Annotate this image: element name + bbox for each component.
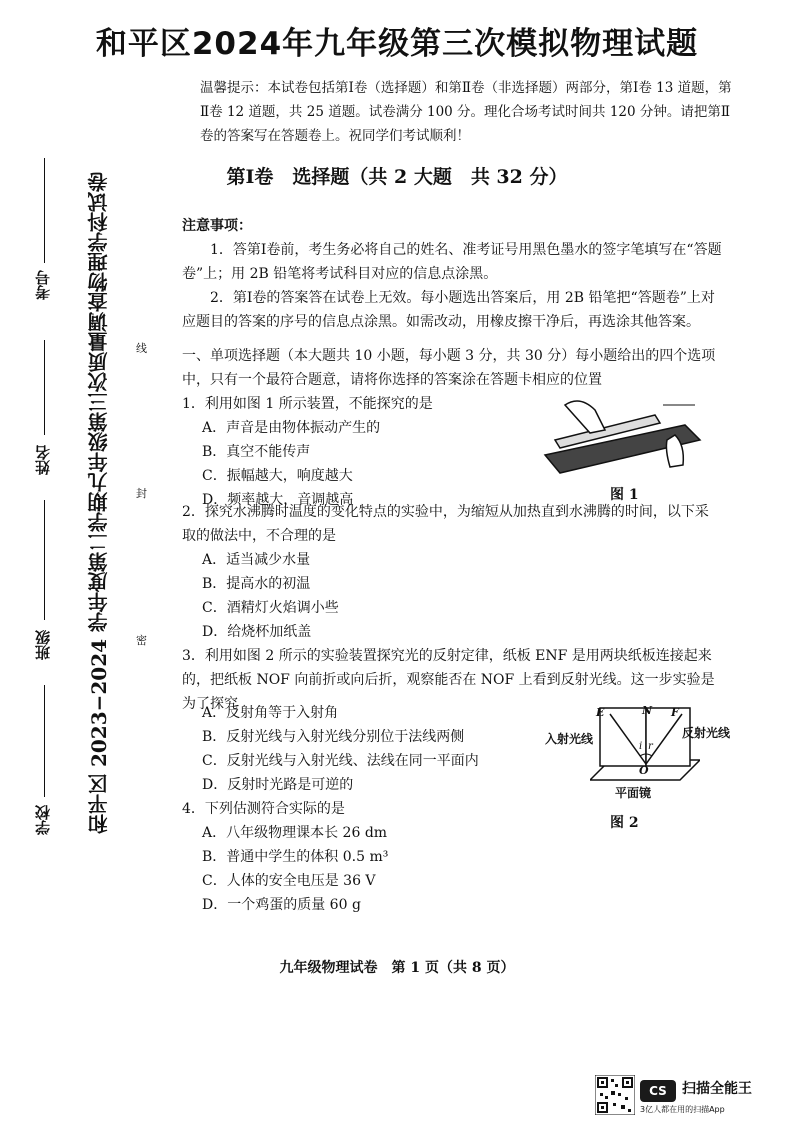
figure-1-label: 图 1	[610, 487, 639, 503]
exam-notice: 温馨提示：本试卷包括第Ⅰ卷（选择题）和第Ⅱ卷（非选择题）两部分，第Ⅰ卷 13 道题，第Ⅱ卷 12 道题，共 25 道题。试卷满分 100 分。理化合场考试时间共 120 分钟。请把第Ⅱ卷的答案写在答题卷上。祝同学们考试顺利！	[200, 80, 732, 144]
figure-2-label: 图 2	[610, 815, 639, 831]
sidebar-exam-no-line	[44, 158, 45, 263]
question-2-option-b: B．提高水的初温	[202, 576, 311, 592]
figure-1-ruler-on-table	[535, 385, 705, 485]
seal-mark-3: 密	[136, 634, 147, 647]
sidebar-school-line	[44, 685, 45, 797]
figure-2-reflected-label: 反射光线	[682, 726, 731, 740]
part1-heading: 一、单项选择题（本大题共 10 小题，每小题 3 分，共 30 分）每小题给出的四个选项中，只有一个最符合题意，请将你选择的答案涂在答题卡相应的位置	[182, 348, 716, 388]
sidebar-name-label: 姓名	[34, 445, 52, 475]
seal-mark-2: 封	[136, 487, 147, 500]
question-3-stem: 3．利用如图 2 所示的实验装置探究光的反射定律，纸板 ENF 是用两块纸板连接起来的，把纸板 NOF 向前折或向后折，观察能否在 NOF 上看到反射光线。这一步实验是为了探究	[182, 648, 715, 712]
sidebar-exam-no-label: 考号	[34, 270, 52, 300]
question-2-option-a: A．适当减少水量	[202, 552, 311, 568]
question-2-option-d: D．给烧杯加纸盖	[202, 624, 312, 640]
question-3-option-c: C．反射光线与入射光线、法线在同一平面内	[202, 753, 479, 769]
question-1-option-c: C．振幅越大，响度越大	[202, 468, 353, 484]
sidebar-class-line	[44, 500, 45, 620]
attention-item-2: 2．第Ⅰ卷的答案答在试卷上无效。每小题选出答案后，用 2B 铅笔把“答题卷”上对应题目的答案的序号的信息点涂黑。如需改动，用橡皮擦干净后，再选涂其他答案。	[182, 290, 715, 330]
figure-2-incident-label: 入射光线	[545, 732, 594, 746]
attention-heading: 注意事项：	[182, 218, 252, 234]
figure-2-point-n: N	[642, 704, 653, 717]
sidebar-name-line	[44, 340, 45, 435]
scanner-app-name: 扫描全能王	[682, 1081, 752, 1097]
question-1-option-b: B．真空不能传声	[202, 444, 311, 460]
question-4-option-a: A．八年级物理课本长 26 dm	[202, 825, 388, 841]
figure-2-mirror-label: 平面镜	[615, 786, 652, 800]
figure-2-point-o: O	[639, 764, 649, 777]
figure-2-point-e: E	[596, 706, 605, 719]
question-1-stem: 1．利用如图 1 所示装置，不能探究的是	[182, 396, 433, 412]
question-3-option-d: D．反射时光路是可逆的	[202, 777, 354, 793]
question-4-option-c: C．人体的安全电压是 36 V	[202, 873, 376, 889]
question-4-option-d: D．一个鸡蛋的质量 60 g	[202, 897, 361, 913]
page-footer: 九年级物理试卷 第 1 页（共 8 页）	[279, 960, 515, 976]
question-1-option-a: A．声音是由物体振动产生的	[202, 420, 381, 436]
attention-item-1: 1．答第Ⅰ卷前，考生务必将自己的姓名、准考证号用黑色墨水的签字笔填写在“答题卷”上；用 2B 铅笔将考试科目对应的信息点涂黑。	[182, 242, 722, 282]
figure-2-point-f: F	[671, 706, 679, 719]
qr-code-icon	[595, 1075, 635, 1115]
sidebar-paper-title: 和平区 2023−2024 学年度第二学期九年级第三次质量调查物理学科试卷	[87, 171, 111, 834]
question-2-stem: 2．探究水沸腾时温度的变化特点的实验中，为缩短从加热直到水沸腾的时间，以下采取的做法中，不合理的是	[182, 504, 709, 544]
question-3-option-b: B．反射光线与入射光线分别位于法线两侧	[202, 729, 465, 745]
question-3-option-a: A．反射角等于入射角	[202, 705, 339, 721]
question-4-stem: 4．下列估测符合实际的是	[182, 801, 345, 817]
section-title: 第Ⅰ卷 选择题（共 2 大题 共 32 分）	[226, 166, 568, 188]
page-title: 和平区2024年九年级第三次模拟物理试题	[95, 26, 699, 62]
seal-mark-1: 线	[136, 342, 147, 355]
question-4-option-b: B．普通中学生的体积 0.5 m³	[202, 849, 389, 865]
scanner-tagline: 3亿人都在用的扫描App	[640, 1105, 725, 1114]
question-1-option-d: D．频率越大，音调越高	[202, 492, 354, 508]
camscanner-logo-icon: CS	[640, 1080, 676, 1102]
figure-2-angle-i: i	[639, 741, 643, 752]
sidebar-class-label: 班级	[34, 630, 52, 660]
sidebar-school-label: 学校	[34, 805, 52, 835]
figure-2-angle-r: r	[648, 741, 653, 752]
question-2-option-c: C．酒精灯火焰调小些	[202, 600, 339, 616]
